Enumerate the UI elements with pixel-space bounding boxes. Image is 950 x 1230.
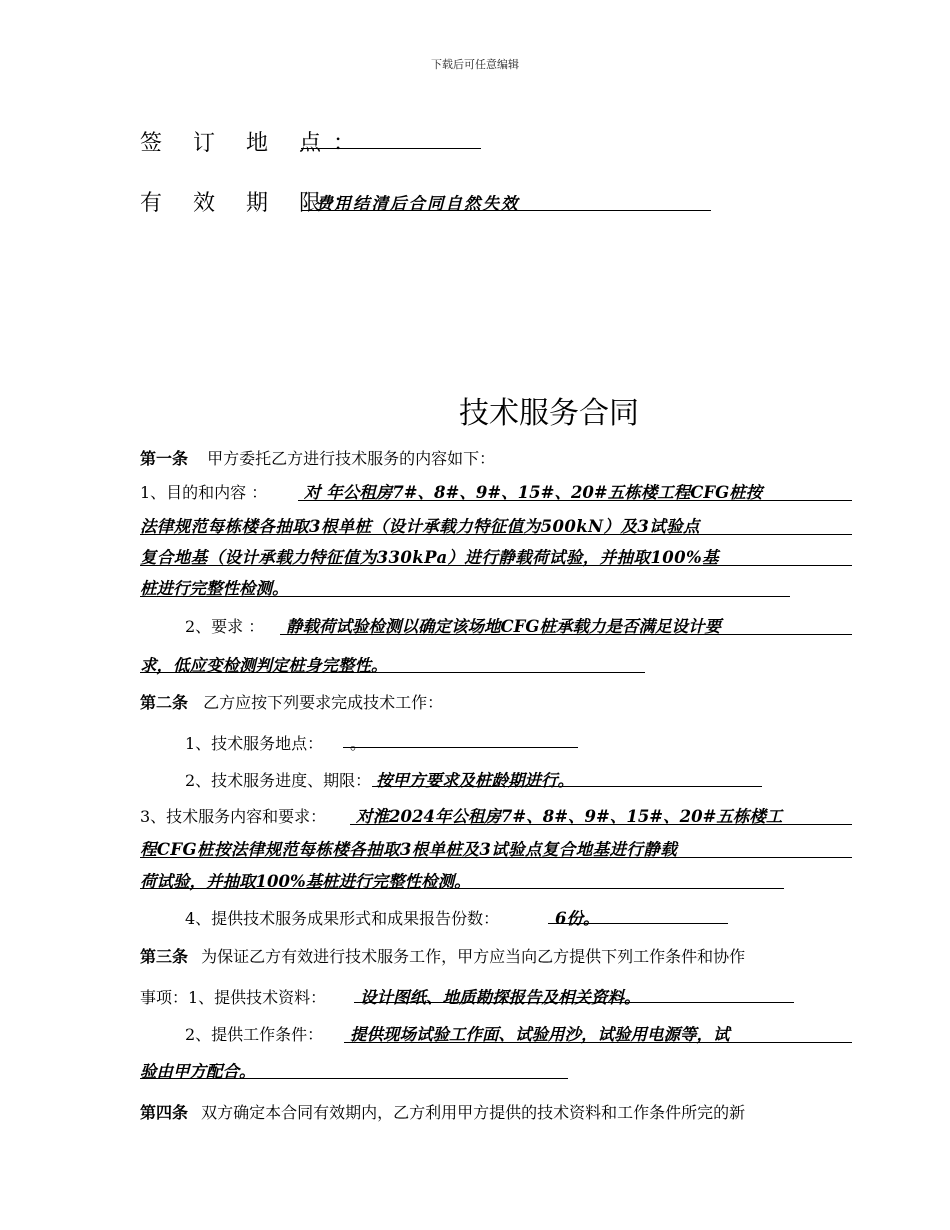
art2-item4-label: 4、提供技术服务成果形式和成果报告份数： xyxy=(185,909,500,928)
art1-item1-line4: 桩进行完整性检测。 xyxy=(140,579,289,598)
art3-item2-underline2 xyxy=(140,1078,568,1079)
sign-place-label: 签 订 地 点： xyxy=(140,131,367,156)
art2-item1-value: 。 xyxy=(350,734,367,753)
art2-heading: 第二条 xyxy=(140,693,189,712)
art3-item2-underline1 xyxy=(344,1042,852,1043)
art2-intro: 乙方应按下列要求完成技术工作： xyxy=(203,693,444,712)
art2-item3-line2: 程CFG桩按法律规范每栋楼各抽取3根单桩及3试验点复合地基进行静载 xyxy=(140,840,678,859)
art1-item1-line3: 复合地基（设计承载力特征值为330kPa）进行静载荷试验，并抽取100%基 xyxy=(140,548,719,567)
art1-item1-underline3 xyxy=(140,565,852,566)
art1-item2-line1: 静载荷试验检测以确定该场地CFG桩承载力是否满足设计要 xyxy=(286,617,721,636)
page-header: 下载后可任意编辑 xyxy=(431,58,519,71)
art2-item3-label: 3、技术服务内容和要求： xyxy=(140,807,327,826)
contract-title: 技术服务合同 xyxy=(459,396,639,431)
art3-item2-line1: 提供现场试验工作面、试验用沙，试验用电源等，试 xyxy=(350,1025,730,1044)
art3-line2-underline xyxy=(354,1002,794,1003)
art2-item3-line1: 对淮2024年公租房7#、8#、9#、15#、20#五栋楼工 xyxy=(356,807,783,826)
art3-item2-line2: 验由甲方配合。 xyxy=(140,1062,256,1081)
art3-item2-label: 2、提供工作条件： xyxy=(185,1025,324,1044)
art3-line2-label: 事项：1、提供技术资料： xyxy=(140,988,327,1007)
art2-item2-underline xyxy=(372,786,762,787)
art2-item4-underline xyxy=(548,923,728,924)
art1-heading: 第一条 xyxy=(140,449,189,468)
art1-item2-label: 2、要求 ： xyxy=(185,617,265,636)
art1-item2-underline1 xyxy=(280,634,852,635)
sign-place-blank xyxy=(301,148,481,149)
art2-item3-line3: 荷试验，并抽取100%基桩进行完整性检测。 xyxy=(140,872,471,891)
art3-heading: 第三条 xyxy=(140,947,189,966)
art2-item3-underline2 xyxy=(140,857,852,858)
art2-item2-value: 按甲方要求及桩龄期进行。 xyxy=(376,771,574,790)
art4-heading: 第四条 xyxy=(140,1103,189,1122)
art3-line2-value: 设计图纸、地质勘探报告及相关资料。 xyxy=(360,988,641,1007)
art2-item4-value: 6份。 xyxy=(555,909,600,928)
art2-item1-label: 1、技术服务地点： xyxy=(185,734,324,753)
validity-value: 费用结清后合同自然失效 xyxy=(316,194,520,213)
validity-underline xyxy=(301,210,711,211)
art1-item1-underline1 xyxy=(298,500,852,501)
art2-item1-underline xyxy=(343,747,578,748)
art1-item1-line2: 法律规范每栋楼各抽取3根单桩（设计承载力特征值为500kN）及3试验点 xyxy=(140,517,700,536)
art1-item1-line1: 对 年公租房7#、8#、9#、15#、20#五栋楼工程CFG桩按 xyxy=(304,483,763,502)
art4-intro: 双方确定本合同有效期内，乙方利用甲方提供的技术资料和工作条件所完的新 xyxy=(201,1103,746,1122)
art3-intro: 为保证乙方有效进行技术服务工作，甲方应当向乙方提供下列工作条件和协作 xyxy=(201,947,746,966)
art1-item1-underline4 xyxy=(140,596,790,597)
art2-item3-underline3 xyxy=(140,888,784,889)
art1-item1-label: 1、目的和内容 ： xyxy=(140,483,268,502)
art1-intro: 甲方委托乙方进行技术服务的内容如下： xyxy=(207,449,496,468)
art2-item2-label: 2、技术服务进度、期限： xyxy=(185,771,372,790)
art1-item2-line2: 求，低应变检测判定桩身完整性。 xyxy=(140,656,388,675)
art2-item3-underline1 xyxy=(350,824,852,825)
art1-item2-underline2 xyxy=(140,672,645,673)
validity-label: 有 效 期 限： xyxy=(140,191,367,216)
art1-item1-underline2 xyxy=(140,534,852,535)
